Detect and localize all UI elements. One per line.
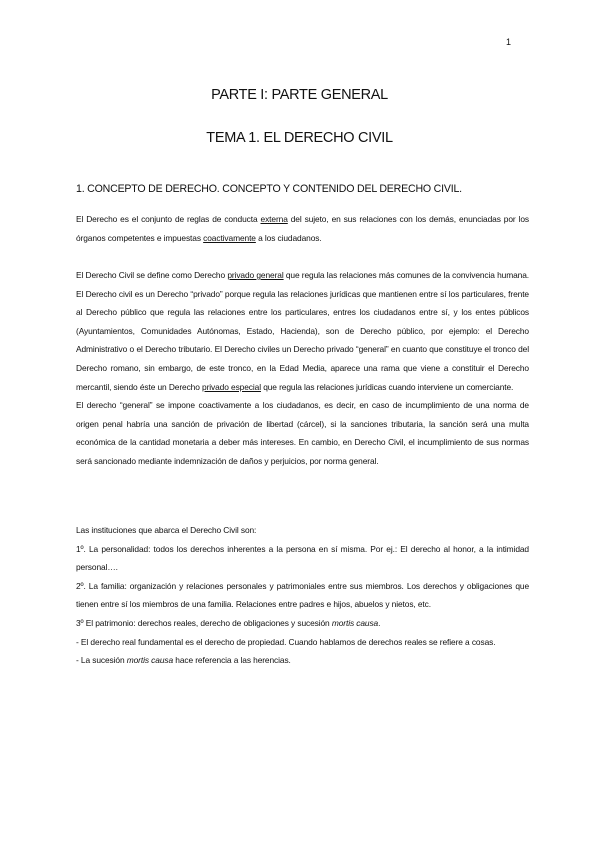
list-item: - La sucesión mortis causa hace referencia a las herencias. <box>76 655 291 666</box>
list-item: 3º El patrimonio: derechos reales, derecho de obligaciones y sucesión mortis causa. <box>76 617 381 628</box>
list-item: 1º. La personalidad: todos los derechos inherentes a la persona en sí misma. Por ej.: El derecho al honor, a la intimidad personal…. <box>76 543 529 573</box>
page-number: 1 <box>505 37 511 47</box>
list-intro: Las instituciones que abarca el Derecho Civil son: <box>76 525 257 535</box>
list-item: - El derecho real fundamental es el derecho de propiedad. Cuando hablamos de derechos reales se refiere a cosas. <box>76 636 496 647</box>
paragraph-sanciones: El derecho “general” se impone coactivamente a los ciudadanos, es decir, en caso de incumplimiento de una norma de origen penal habría una sanción de privación de libertad (cárcel), si la sanciones tributaria, la sanción será una multa económica de la cantidad monetaria a deber más intereses. En cambio, en Derecho Civil, el incumplimiento de sus normas será sancionado mediante indemnización de daños y perjuicios, por norma general. <box>76 400 529 466</box>
section-heading: 1. CONCEPTO DE DERECHO. CONCEPTO Y CONTENIDO DEL DERECHO CIVIL. <box>76 183 462 195</box>
paragraph-derecho-civil: El Derecho Civil se define como Derecho privado general que regula las relaciones más comunes de la convivencia humana. El Derecho civil es un Derecho “privado” porque regula las relaciones jurídicas que mantienen entre sí los particulares, frente al Derecho público que regula las relaciones entre los particulares, entres los ciudadanos entre sí, y los entes públicos (Ayuntamientos, Comunidades Autónomas, Estado, Hacienda), son de Derecho público, por ejemplo: el Derecho Administrativo o el Derecho tributario. El Derecho civiles un Derecho privado “general” en cuanto que constituye el tronco del Derecho romano, sin embargo, de este tronco, en la Edad Media, aparece una rama que viene a constituir el Derecho mercantil, siendo éste un Derecho privado especial que regula las relaciones jurídicas cuando interviene un comerciante. <box>76 270 530 392</box>
term-coactivamente: coactivamente <box>203 232 256 243</box>
term-externa: externa <box>260 214 288 224</box>
definition-derecho <box>76 210 529 247</box>
term-privado-especial: privado especial <box>202 381 261 392</box>
list-item: 2º. La familia: organización y relaciones personales y patrimoniales entre sus miembros. Los derechos y obligaciones que tienen entre sí los miembros de una familia. Relaciones entre padres e hijos, abuelos y nietos, etc. <box>76 580 529 610</box>
part-title: PARTE I: PARTE GENERAL <box>211 87 388 103</box>
instituciones-list <box>76 521 529 670</box>
paragraph-derecho: El Derecho es el conjunto de reglas de conducta externa del sujeto, en sus relaciones con los demás, enunciadas por los órganos competentes e impuestas coactivamente a los ciudadanos. <box>76 214 529 243</box>
definition-derecho-civil <box>76 266 529 471</box>
term-privado-general: privado general <box>227 270 284 280</box>
tema-title: TEMA 1. EL DERECHO CIVIL <box>206 130 393 146</box>
